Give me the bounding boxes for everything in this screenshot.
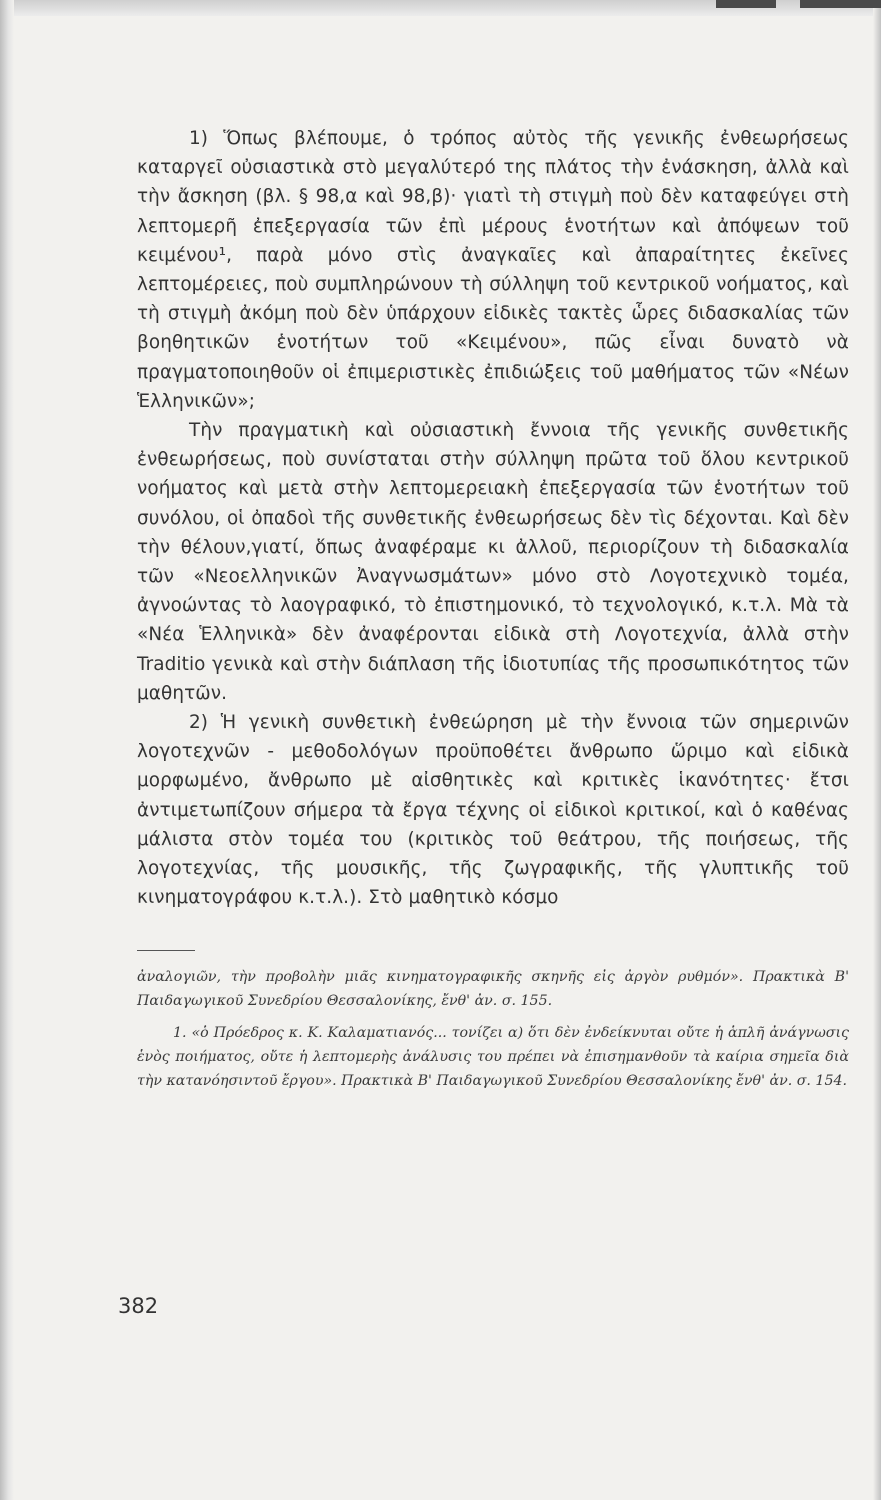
footnote-divider	[137, 950, 195, 951]
page-number: 382	[118, 1294, 159, 1318]
paragraph-3: 2) Ἡ γενικὴ συνθετικὴ ἐνθεώρηση μὲ τὴν ἔννοια τῶν σημερινῶν λογοτεχνῶν - μεθοδολόγων προϋποθέτει ἄνθρωπο ὥριμο καὶ εἰδικὰ μορφωμένο, ἄνθρωπο μὲ αἰσθητικὲς καὶ κριτικὲς ἱκανότητες· ἔτσι ἀντιμετωπίζουν σήμερα τὰ ἔργα τέχνης οἱ εἰδικοὶ κριτικοί, καὶ ὁ καθένας μάλιστα στὸν τομέα του (κριτικὸς τοῦ θεάτρου, τῆς ποιήσεως, τῆς λογοτεχνίας, τῆς μουσικῆς, τῆς ζωγραφικῆς, τῆς γλυπτικῆς τοῦ κινηματογράφου κ.τ.λ.). Στὸ μαθητικὸ κόσμο	[137, 712, 849, 909]
footnote-1: 1. «ὁ Πρόεδρος κ. Κ. Καλαματιανός... τονίζει α) ὅτι δὲν ἐνδείκνυται οὔτε ἡ ἁπλῆ ἀνάγνωσις ἑνὸς ποιήματος, οὔτε ἡ λεπτομερὴς ἀνάλυσις του πρέπει νὰ ἐπισημανθοῦν τὰ καίρια σημεῖα διὰ τὴν κατανόησιντοῦ ἔργου». Πρακτικὰ Β' Παιδαγωγικοῦ Συνεδρίου Θεσσαλονίκης ἔνθ' ἀν. σ. 154.	[137, 1025, 849, 1090]
scan-tab-mark	[716, 0, 776, 8]
scan-edge-right	[873, 0, 881, 1500]
paragraph-1: 1) Ὅπως βλέπουμε, ὁ τρόπος αὐτὸς τῆς γενικῆς ἐνθεωρήσεως καταργεῖ οὐσιαστικὰ στὸ μεγαλύτερό της πλάτος τὴν ἐνάσκηση, ἀλλὰ καὶ τὴν ἄσκηση (βλ. § 98,α καὶ 98,β)· γιατὶ τὴ στιγμὴ ποὺ δὲν καταφεύγει στὴ λεπτομερῆ ἐπεξεργασία τῶν ἐπὶ μέρους ἑνοτήτων καὶ ἀπόψεων τοῦ κειμένου¹, παρὰ μόνο στὶς ἀναγκαῖες καὶ ἀπαραίτητες ἐκεῖνες λεπτομέρειες, ποὺ συμπληρώνουν τὴ σύλληψη τοῦ κεντρικοῦ νοήματος, καὶ τὴ στιγμὴ ἀκόμη ποὺ δὲν ὑπάρχουν εἰδικὲς τακτὲς ὧρες διδασκαλίας τῶν βοηθητικῶν ἑνοτήτων τοῦ «Κειμένου», πῶς εἶναι δυνατὸ νὰ πραγματοποιηθοῦν οἱ ἐπιμεριστικὲς ἐπιδιώξεις τοῦ μαθήματος τῶν «Νέων Ἑλληνικῶν»;	[137, 128, 849, 412]
main-text	[137, 124, 849, 912]
scan-edge-left	[0, 0, 14, 1500]
paragraph-2: Τὴν πραγματικὴ καὶ οὐσιαστικὴ ἔννοια τῆς γενικῆς συνθετικῆς ἐνθεωρήσεως, ποὺ συνίσταται στὴν σύλληψη πρῶτα τοῦ ὅλου κεντρικοῦ νοήματος καὶ μετὰ στὴν λεπτομερειακὴ ἐπεξεργασία τῶν ἑνοτήτων τοῦ συνόλου, οἱ ὀπαδοὶ τῆς συνθετικῆς ἐνθεωρήσεως δὲν τὶς δέχονται. Καὶ δὲν τὴν θέλουν,γιατί, ὅπως ἀναφέραμε κι ἀλλοῦ, περιορίζουν τὴ διδασκαλία τῶν «Νεοελληνικῶν Ἀναγνωσμάτων» μόνο στὸ Λογοτεχνικὸ τομέα, ἀγνοώντας τὸ λαογραφικό, τὸ ἐπιστημονικό, τὸ τεχνολογικό, κ.τ.λ. Μὰ τὰ «Νέα Ἑλληνικὰ» δὲν ἀναφέρονται εἰδικὰ στὴ Λογοτεχνία, ἀλλὰ στὴν Traditio γενικὰ καὶ στὴν διάπλαση τῆς ἰδιοτυπίας τῆς προσωπικότητος τῶν μαθητῶν.	[137, 420, 849, 704]
footnote-continuation: ἀναλογιῶν, τὴν προβολὴν μιᾶς κινηματογραφικῆς σκηνῆς εἰς ἀργὸν ρυθμόν». Πρακτικὰ Β' Παιδαγωγικοῦ Συνεδρίου Θεσσαλονίκης, ἔνθ' ἀν. σ. 155.	[137, 969, 849, 1010]
book-page	[137, 124, 849, 1093]
footnotes	[137, 965, 849, 1093]
scan-tab-mark	[800, 0, 881, 8]
